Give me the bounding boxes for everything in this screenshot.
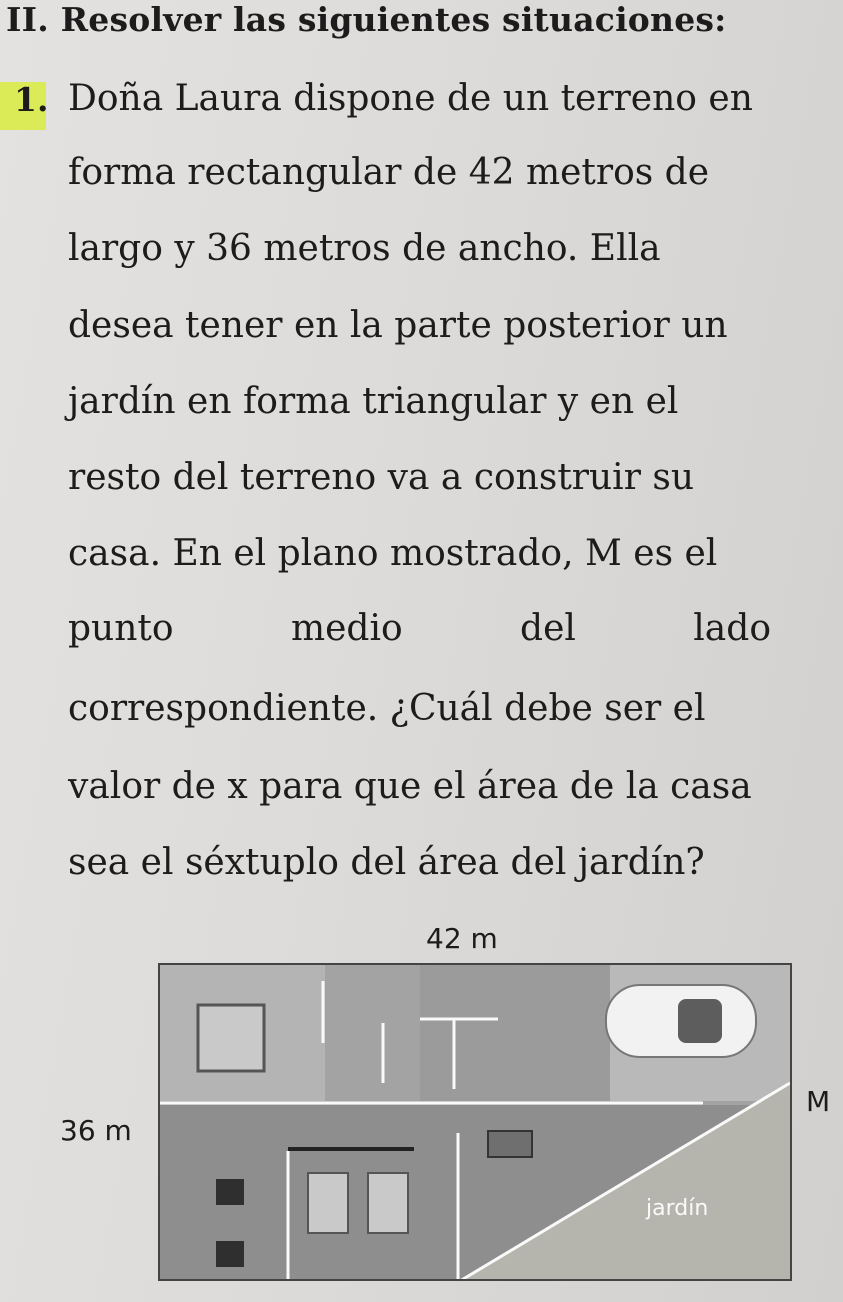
car-windshield (678, 999, 722, 1043)
problem-line-2: forma rectangular de 42 metros de (68, 152, 710, 193)
problem-line-4: desea tener en la parte posterior un (68, 305, 728, 346)
floor-plan (158, 963, 792, 1281)
dining-table (488, 1131, 532, 1157)
height-label: 36 m (60, 1114, 132, 1147)
word-lado: lado (693, 608, 771, 649)
problem-line-3: largo y 36 metros de ancho. Ella (68, 228, 661, 269)
problem-line-10: valor de x para que el área de la casa (68, 766, 752, 807)
problem-line-5: jardín en forma triangular y en el (68, 381, 679, 422)
bed-lower-2 (368, 1173, 408, 1233)
bed-top (198, 1005, 264, 1071)
midpoint-label: M (806, 1085, 831, 1118)
garden-label: jardín (646, 1196, 709, 1221)
problem-line-8 (68, 608, 771, 649)
section-heading: II. Resolver las siguientes situaciones: (6, 0, 727, 39)
bathroom-area (420, 965, 610, 1101)
problem-number: 1. (14, 80, 49, 119)
problem-line-7: casa. En el plano mostrado, M es el (68, 533, 718, 574)
problem-line-9: correspondiente. ¿Cuál debe ser el (68, 688, 706, 729)
problem-line-1: Doña Laura dispone de un terreno en (68, 78, 753, 119)
problem-line-6: resto del terreno va a construir su (68, 457, 695, 498)
width-label: 42 m (426, 922, 498, 955)
word-punto: punto (68, 608, 174, 649)
word-del: del (520, 608, 576, 649)
problem-line-11: sea el séxtuplo del área del jardín? (68, 842, 705, 883)
bed-lower-1 (308, 1173, 348, 1233)
word-medio: medio (290, 608, 403, 649)
